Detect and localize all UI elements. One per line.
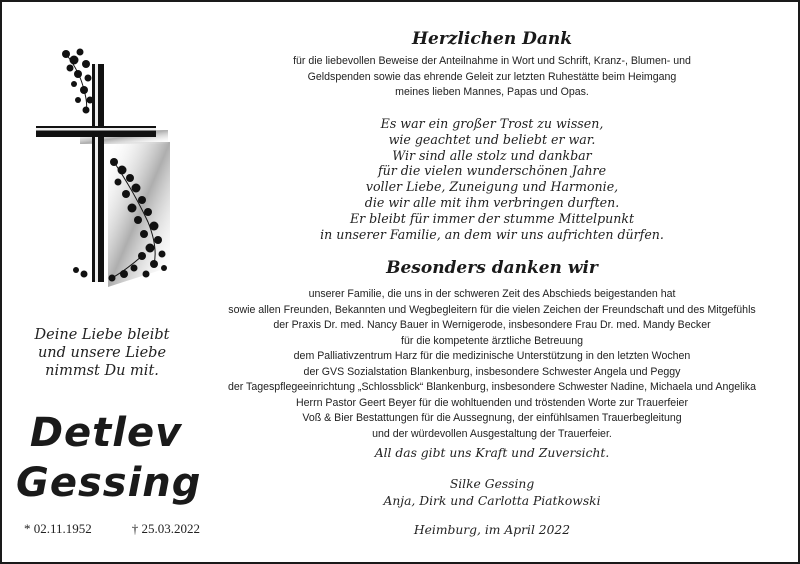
left-column — [2, 2, 202, 562]
text-line: unserer Familie, die uns in der schweren Zeit des Abschieds beigestanden hat — [308, 288, 676, 300]
poem-line: in unserer Familie, an dem wir uns aufrichten dürfen. — [320, 226, 664, 242]
thanks-paragraph — [202, 54, 782, 101]
poem-line: Wir sind alle stolz und dankbar — [392, 147, 592, 163]
text-line: für die liebevollen Beweise der Anteilnahme in Wort und Schrift, Kranz-, Blumen- und — [293, 55, 691, 67]
quote-line: nimmst Du mit. — [45, 363, 159, 379]
text-line: meines lieben Mannes, Papas und Opas. — [395, 86, 589, 98]
text-line: und der würdevollen Ausgestaltung der Trauerfeier. — [372, 427, 612, 440]
text-line: der Tagespflegeeinrichtung „Schlossblick“ Blankenburg, insbesondere Schwester Nadine, Michaela und Angelika — [227, 381, 757, 393]
poem — [202, 116, 782, 242]
poem-line: voller Liebe, Zuneigung und Harmonie, — [365, 179, 619, 195]
signature-line: Anja, Dirk und Carlotta Piatkowski — [383, 494, 601, 508]
right-column — [202, 2, 782, 562]
text-line: dem Palliativzentrum Harz für die medizinische Unterstützung in den letzten Wochen — [293, 350, 691, 362]
closing-line: All das gibt uns Kraft und Zuversicht. — [374, 446, 610, 460]
heading-thanks: Herzlichen Dank — [411, 29, 573, 49]
last-name: Gessing — [16, 460, 202, 506]
text-line: Herrn Pastor Geert Beyer für die wohltuenden und tröstenden Worte zur Trauerfeier — [296, 396, 688, 409]
text-line: Geldspenden sowie das ehrende Geleit zur letzten Ruhestätte beim Heimgang — [307, 70, 677, 83]
text-line: der Praxis Dr. med. Nancy Bauer in Wernigerode, insbesondere Frau Dr. med. Mandy Becker — [273, 319, 711, 331]
text-line: für die kompetente ärztliche Betreuung — [401, 334, 583, 347]
special-thanks-list — [202, 287, 782, 442]
first-name: Detlev — [29, 410, 183, 456]
poem-line: die wir alle mit ihm verbringen durften. — [364, 194, 620, 210]
text-line: Voß & Bier Bestattungen für die Aussegnung, der einfühlsamen Trauerbegleitung — [302, 412, 682, 424]
poem-line: Es war ein großer Trost zu wissen, — [380, 116, 604, 131]
text-line: sowie allen Freunden, Bekannten und Wegbegleitern für die vielen Zeichen der Freundschaft und des Mitgefühls — [228, 303, 756, 316]
signature-line: Silke Gessing — [449, 477, 535, 491]
memorial-quote — [22, 326, 182, 380]
poem-line: Er bleibt für immer der stumme Mittelpunkt — [349, 210, 635, 226]
signatures — [202, 476, 782, 510]
quote-line: und unsere Liebe — [37, 345, 167, 361]
birth-date: * 02.11.1952 — [24, 521, 92, 536]
poem-line: für die vielen wunderschönen Jahre — [377, 163, 607, 179]
death-date: † 25.03.2022 — [131, 521, 200, 536]
poem-line: wie geachtet und beliebt er war. — [388, 131, 596, 147]
quote-line: Deine Liebe bleibt — [34, 327, 170, 343]
life-dates — [24, 521, 200, 537]
place-date: Heimburg, im April 2022 — [413, 523, 571, 537]
heading-special-thanks: Besonders danken wir — [386, 258, 598, 278]
text-line: der GVS Sozialstation Blankenburg, insbesondere Schwester Angela und Peggy — [303, 365, 681, 378]
cross-ivy-image — [30, 42, 180, 292]
deceased-name — [16, 408, 202, 508]
